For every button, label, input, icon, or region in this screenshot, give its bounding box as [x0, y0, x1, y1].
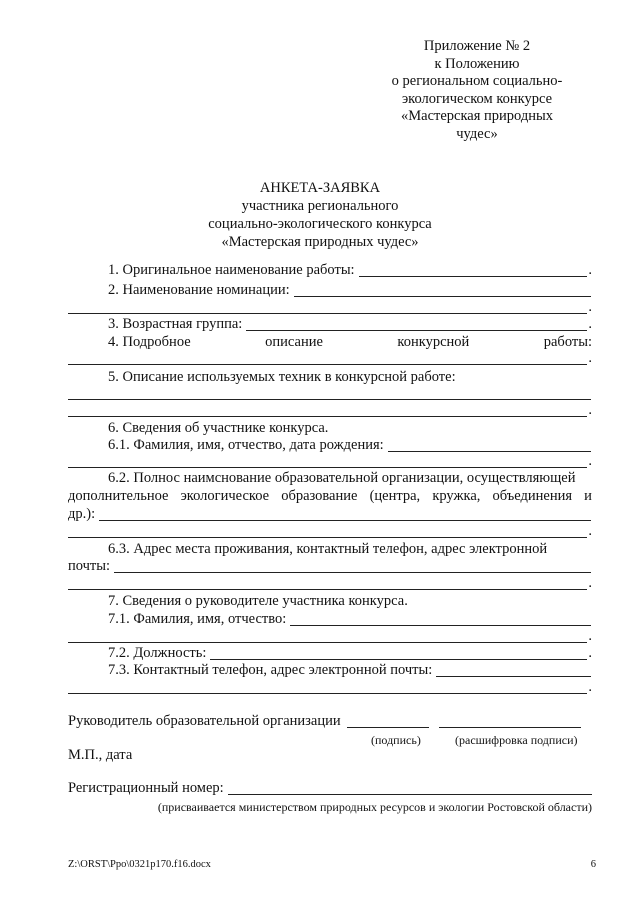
item-6-3-field[interactable] [114, 558, 591, 573]
item-5-row [68, 369, 592, 386]
item-6-2-continuation [68, 523, 592, 540]
period: . [588, 679, 592, 695]
period: . [588, 316, 592, 332]
item-7-1-continuation [68, 628, 592, 645]
item-7-2-field[interactable] [210, 645, 587, 660]
item-7-1-field[interactable] [290, 611, 591, 626]
item-7-3-label: 7.3. Контактный телефон, адрес электронной почты: [108, 662, 433, 678]
item-4-field[interactable] [68, 350, 587, 365]
item-6-3-label: 6.3. Адрес места проживания, контактный телефон, адрес электронной [108, 541, 548, 557]
item-2-continuation [68, 299, 592, 316]
item-6-2-word: дополнительное [68, 488, 169, 504]
decode-caption: (расшифровка подписи) [455, 733, 578, 747]
item-5-field[interactable] [68, 385, 591, 400]
item-2-row [68, 282, 592, 299]
item-6-row [68, 420, 592, 437]
appendix-line: о региональном социально- [391, 73, 563, 89]
item-6-2-word: экологическое [180, 488, 270, 504]
item-6-3-field-2[interactable] [68, 575, 587, 590]
item-1-field[interactable] [359, 262, 588, 277]
item-6-2-field-2[interactable] [68, 523, 587, 538]
period: . [588, 350, 592, 366]
item-7-2-row [68, 645, 592, 662]
item-7-3-row [68, 662, 592, 679]
page-number: 6 [590, 859, 596, 870]
item-2-field-2[interactable] [68, 299, 587, 314]
registration-row [68, 780, 592, 797]
item-6-2-word: кружка, [432, 488, 481, 504]
item-6-2-word: образование [281, 488, 358, 504]
title-sub: «Мастерская природных чудес» [221, 234, 419, 250]
item-6-3-continuation [68, 575, 592, 592]
signature-field[interactable] [347, 713, 429, 728]
item-6-1-field-2[interactable] [68, 453, 587, 468]
item-6-2-row-3 [68, 506, 592, 523]
item-7-3-continuation [68, 679, 592, 696]
appendix-line: к Положению [434, 55, 520, 72]
item-4-word: конкурсной [397, 334, 470, 350]
item-6-label: 6. Сведения об участнике конкурса. [108, 420, 329, 436]
head-label: Руководитель образовательной организации [68, 713, 341, 729]
item-7-2-label: 7.2. Должность: [108, 645, 207, 661]
item-6-2-word: (центра, [369, 488, 421, 504]
footer-file-path: Z:\ORST\Ppo\0321p170.f16.docx [68, 859, 211, 870]
item-6-1-continuation [68, 453, 592, 470]
period: . [588, 628, 592, 644]
period: . [588, 402, 592, 418]
item-7-1-row [68, 611, 592, 628]
period: . [588, 262, 592, 278]
item-5-line-1 [68, 385, 592, 402]
item-4-row [68, 334, 592, 351]
item-5-field-2[interactable] [68, 402, 587, 417]
registration-note: (присваивается министерством природных ресурсов и экологии Ростовской области) [157, 800, 592, 814]
item-7-label: 7. Сведения о руководителе участника конкурса. [108, 593, 408, 609]
registration-label: Регистрационный номер: [68, 780, 224, 796]
item-6-1-field[interactable] [388, 437, 591, 452]
item-6-2-label-3: др.): [68, 506, 96, 522]
period: . [588, 575, 592, 591]
period: . [588, 299, 592, 315]
item-5-label: 5. Описание используемых техник в конкурсной работе: [108, 369, 456, 385]
item-7-1-label: 7.1. Фамилия, имя, отчество: [108, 611, 287, 627]
item-1-row [68, 262, 592, 279]
item-6-2-row-2 [68, 488, 592, 505]
period: . [588, 523, 592, 539]
item-7-row [68, 593, 592, 610]
item-4-word: 4. Подробное [108, 334, 191, 350]
item-3-row [68, 316, 592, 333]
title-sub: социально-экологического конкурса [208, 216, 432, 232]
item-4-word: описание [265, 334, 323, 350]
item-6-2-word: и [584, 488, 592, 504]
appendix-line: чудес» [456, 125, 498, 142]
period: . [588, 645, 592, 661]
item-6-1-row [68, 437, 592, 454]
title-main: АНКЕТА-ЗАЯВКА [259, 180, 381, 196]
item-6-2-field[interactable] [99, 506, 591, 521]
appendix-line: «Мастерская природных [400, 108, 553, 124]
item-1-label: 1. Оригинальное наименование работы: [108, 262, 355, 278]
registration-field[interactable] [228, 780, 592, 795]
item-6-2-label: 6.2. Полнос наимснование образовательной организации, осуществляющей [108, 470, 576, 486]
signature-decode-field[interactable] [439, 713, 581, 728]
item-5-line-2 [68, 402, 592, 419]
item-6-2-word: объединения [492, 488, 573, 504]
item-3-field[interactable] [246, 316, 587, 331]
item-7-3-field[interactable] [436, 662, 591, 677]
item-6-3-row [68, 541, 592, 558]
stamp-date-label: М.П., дата [68, 747, 133, 763]
title-sub: участника регионального [241, 198, 399, 214]
signature-row [68, 713, 592, 730]
item-6-1-label: 6.1. Фамилия, имя, отчество, дата рождения: [108, 437, 384, 453]
signature-caption: (подпись) [371, 733, 421, 747]
appendix-line: экологическом конкурсе [401, 90, 553, 107]
item-6-2-row [68, 470, 592, 487]
item-6-3-row-2 [68, 558, 592, 575]
item-2-label: 2. Наименование номинации: [108, 282, 290, 298]
form-title [0, 179, 640, 251]
period: . [588, 453, 592, 469]
item-7-3-field-2[interactable] [68, 679, 587, 694]
appendix-line: Приложение № 2 [423, 38, 531, 54]
appendix-header [362, 38, 592, 143]
item-4-continuation [68, 350, 592, 367]
item-7-1-field-2[interactable] [68, 628, 587, 643]
item-4-word: работы: [543, 334, 592, 350]
item-3-label: 3. Возрастная группа: [108, 316, 243, 332]
item-6-3-label-2: почты: [68, 558, 111, 574]
item-2-field[interactable] [294, 282, 591, 297]
